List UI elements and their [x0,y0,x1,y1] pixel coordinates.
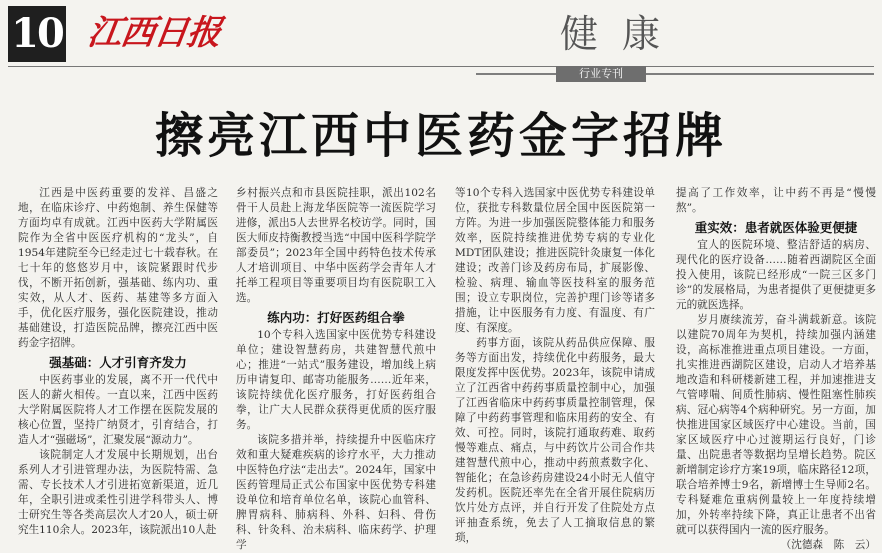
article-column-2 [236,186,436,553]
body-paragraph: 该院制定人才发展中长期规划，出台系列人才引进管理办法，为医院特需、急需、专长技术人才引进拓宽新渠道，近几年，全职引进或柔性引进学科带头人、博士研究生等各类高层次人才20人，硕士研究生110余人。2023年，该院派出10人赴 [18,449,218,536]
body-paragraph: 10个专科入选国家中医优势专科建设单位；建设智慧药房，共建智慧代煎中心；推进“一站式”服务建设，增加线上病历申请复印、邮寄功能服务……近年来，该院持续优化医疗服务，打好医药组合拳，让广大人民群众获得更优质的医疗服务。 [236,329,436,431]
article-column-4 [676,186,876,553]
article-column-1 [18,186,218,538]
body-paragraph: 乡村振兴点和市县医院挂职，派出102名骨干人员赴上海龙华医院等一流医院学习进修，派出5人去世界名校访学。同时，国医大师皮持衡教授当选“中国中医科学院学部委员”；2023年全国中药特色技术传承人才培训项目、中华中医药学会青年人才托举工程项目等重要项目均有医院职工入选。 [236,187,436,304]
body-paragraph: 等10个专科入选国家中医优势专科建设单位，获批专科数量位居全国中医医院第一方阵。为进一步加强医院整体能力和服务效率，医院持续推进优势专病的专业化MDT团队建设；推进医院针灸康复一体化建设；改善门诊及药房布局，扩展影像、检验、病理、输血等医技科室的服务范围；设立专职岗位，完善护理门诊等诸多措施，让中医服务有力度、有温度、有广度、有深度。 [455,187,655,334]
section-subhead: 强基础：人才引育齐发力 [49,355,187,370]
section-title: 健康 [560,12,685,56]
article-column-3 [455,186,655,546]
page-number: 10 [8,6,66,62]
strip-line [476,73,874,75]
masthead-logo: 江西日报 [85,13,223,53]
body-paragraph: 提高了工作效率，让中药不再是“慢慢熬”。 [676,187,876,214]
author-byline: （沈德森 陈 云） [780,539,876,551]
section-tag: 行业专刊 [556,66,646,82]
body-paragraph: 江西是中医药重要的发祥、昌盛之地，在临床诊疗、中药炮制、养生保健等方面均卓有成就。江西中医药大学附属医院作为全省中医医疗机构的“龙头”，自1954年建院至今已经走过七十载春秋。在七十年的悠悠岁月中，该院紧跟时代步伐，不断开拓创新，强基础、练内功、重实效，从人才、医药、基建等多方面入手，优化医疗服务，强化医院建设，推动基础建设，打造医院品牌，擦亮江西中医药金字招牌。 [18,187,218,349]
section-subhead: 重实效：患者就医体验更便捷 [694,220,858,235]
headline: 擦亮江西中医药金字招牌 [154,108,727,164]
body-paragraph: 该院多措并举，持续提升中医临床疗效和重大疑难疾病的诊疗水平，大力推动中医特色疗法“走出去”。2024年，国家中医药管理局正式公布国家中医优势专科建设单位和培育单位名单，该院心血管科、脾胃病科、肺病科、外科、妇科、骨伤科、针灸科、治未病科、临床药学、护理学 [236,434,436,551]
section-subhead: 练内功：打好医药组合拳 [267,310,405,325]
section-strip [476,66,874,82]
body-paragraph: 中医药事业的发展，离不开一代代中医人的薪火相传。一直以来，江西中医药大学附属医院将人才工作摆在医院发展的核心位置，坚持广纳贤才，引育结合，打造人才“强磁场”，汇聚发展“源动力”。 [18,374,218,446]
body-paragraph: 宜人的医院环境、整洁舒适的病房、现代化的医疗设备……随着西湖院区全面投入使用，该院已经形成“一院三区多门诊”的发展格局，为患者提供了更便捷更多元的就医选择。 [676,239,876,311]
body-paragraph: 药事方面，该院从药品供应保障、服务等方面出发，持续优化中药服务，最大限度发挥中医优势。2023年，该院申请成立了江西省中药药事质量控制中心，加强了江西省临床中药药事质量控制管理，保障了中药药事管理和临床用药的安全、有效、可控。同时，该院打通取药难、取药慢等难点、痛点，与中药饮片公司合作共建智慧代煎中心，推动中药煎煮数字化、智能化；在急诊药房建设24小时无人值守发药机。医院还率先在全省开展住院病历饮片处方点评，并自行开发了住院处方点评抽查系统，免去了人工摘取信息的繁琐， [455,337,655,544]
body-paragraph: 岁月赓续流芳，奋斗满载新意。该院以建院70周年为契机，持续加强内涵建设，高标准推进重点项目建设。一方面，扎实推进西湖院区建设，启动人才培养基地改造和科研楼新建工程，并加速推进支气管哮喘、间质性肺病、慢性阻塞性肺疾病、冠心病等4个病种研究。另一方面，加快推进国家区域医疗中心建设。当前，国家区域医疗中心过渡期运行良好，门诊量、出院患者等数据均呈增长趋势。院区新增制定诊疗方案19项，临床路径12项，联合培养博士9名，新增博士生导师2名。专科疑难危重病例量较上一年度持续增加，外转率持续下降，真正让患者不出省就可以获得国内一流的医疗服务。 [676,314,876,536]
